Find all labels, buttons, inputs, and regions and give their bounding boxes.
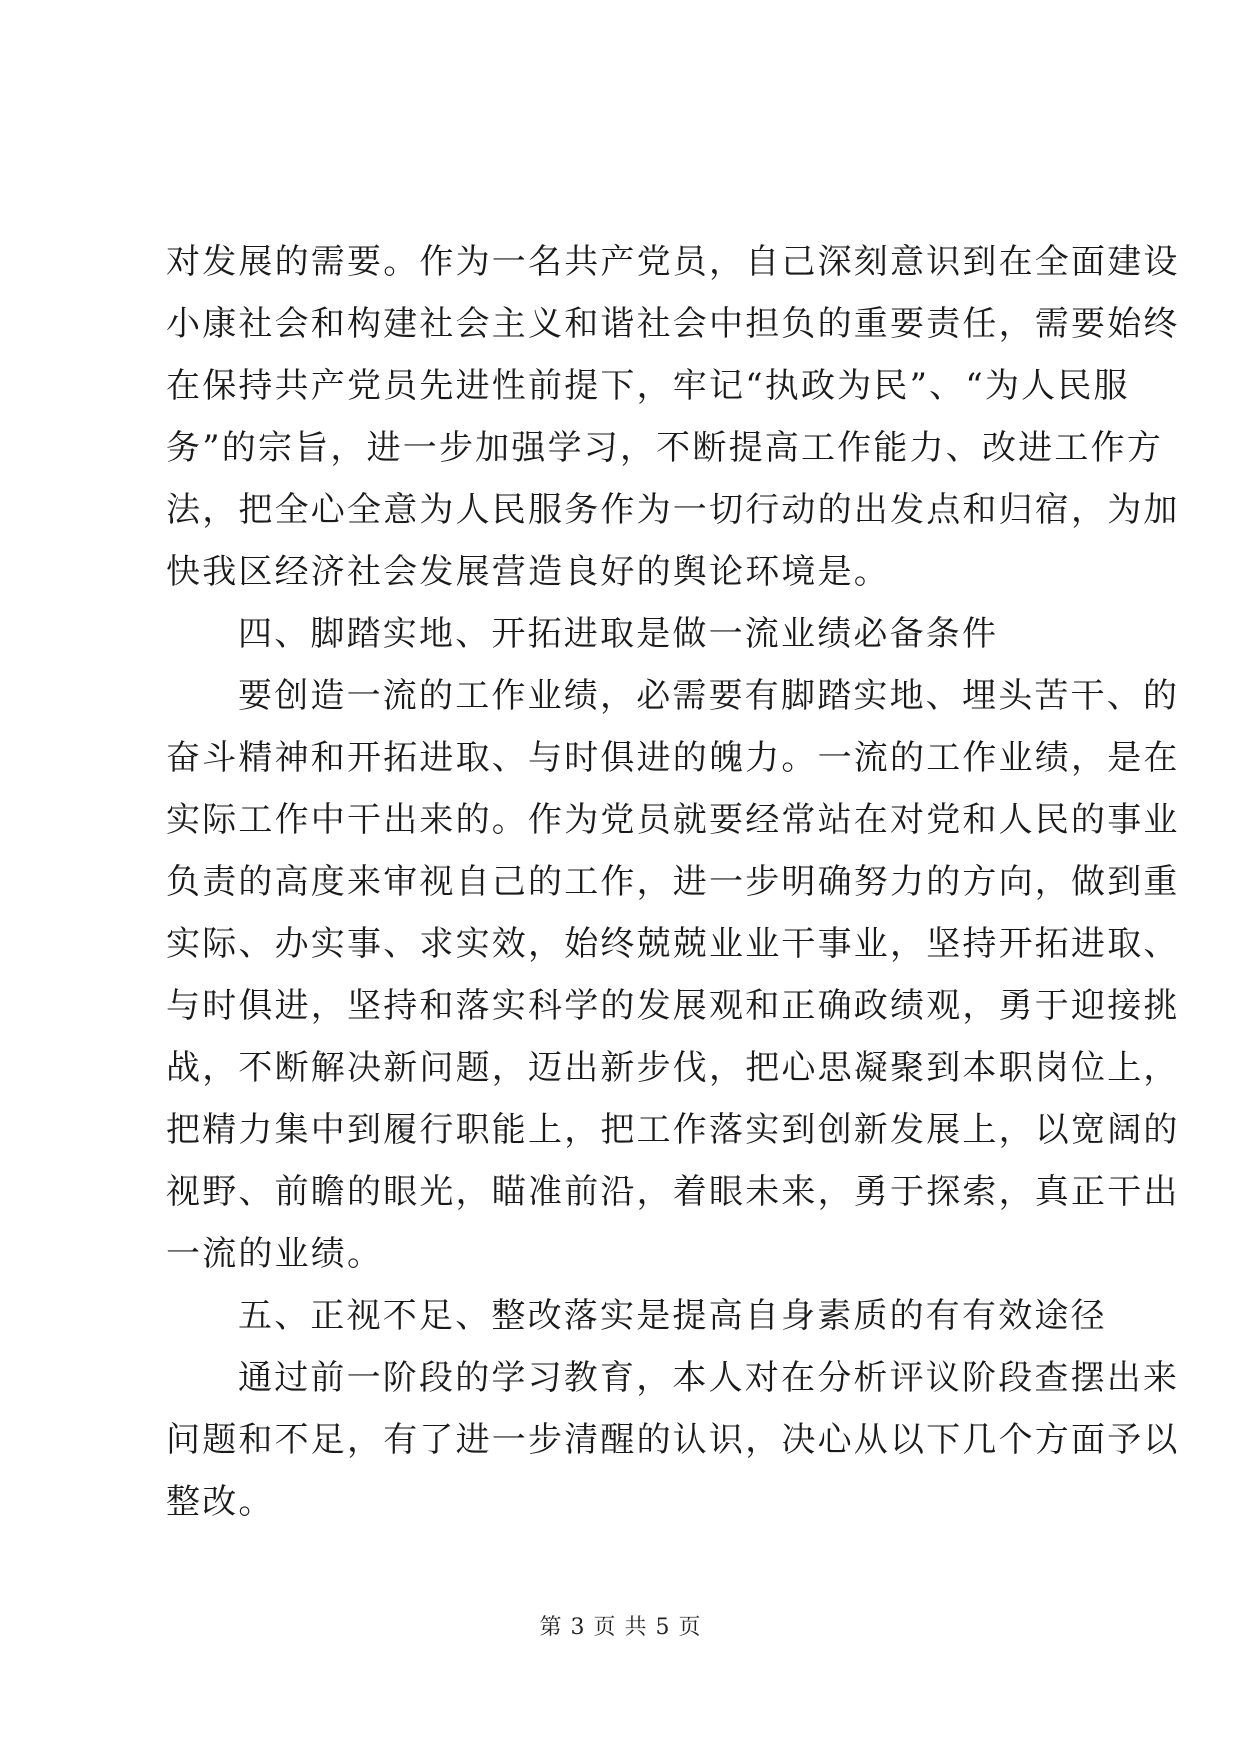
text-line: 对发展的需要。作为一名共产党员，自己深刻意识到在全面建设 (166, 242, 1180, 282)
section-heading: 四、脚踏实地、开拓进取是做一流业绩必备条件 (238, 614, 999, 654)
text-line: 与时俱进，坚持和落实科学的发展观和正确政绩观，勇于迎接挑 (166, 986, 1180, 1026)
text-line: 奋斗精神和开拓进取、与时俱进的魄力。一流的工作业绩，是在 (166, 738, 1180, 778)
text-line: 务”的宗旨，进一步加强学习，不断提高工作能力、改进工作方 (166, 428, 1163, 468)
text-line: 实际、办实事、求实效，始终兢兢业业干事业，坚持开拓进取、 (166, 924, 1180, 964)
text-line: 问题和不足，有了进一步清醒的认识，决心从以下几个方面予以 (166, 1420, 1180, 1460)
text-line: 战，不断解决新问题，迈出新步伐，把心思凝聚到本职岗位上， (166, 1048, 1180, 1088)
page-footer: 第 3 页 共 5 页 (539, 1615, 702, 1640)
text-line: 实际工作中干出来的。作为党员就要经常站在对党和人民的事业 (166, 800, 1180, 840)
text-line: 把精力集中到履行职能上，把工作落实到创新发展上，以宽阔的 (166, 1110, 1180, 1150)
text-line: 视野、前瞻的眼光，瞄准前沿，着眼未来，勇于探索，真正干出 (166, 1172, 1180, 1212)
text-line: 整改。 (166, 1482, 275, 1522)
text-line: 一流的业绩。 (166, 1234, 384, 1274)
document-body (166, 231, 1180, 1533)
text-line: 要创造一流的工作业绩，必需要有脚踏实地、埋头苦干、的 (238, 676, 1180, 716)
section-heading: 五、正视不足、整改落实是提高自身素质的有有效途径 (238, 1296, 1107, 1336)
text-line: 负责的高度来审视自己的工作，进一步明确努力的方向，做到重 (166, 862, 1180, 902)
text-line: 通过前一阶段的学习教育，本人对在分析评议阶段查摆出来 (238, 1358, 1180, 1398)
text-line: 快我区经济社会发展营造良好的舆论环境是。 (166, 552, 890, 592)
text-line: 在保持共产党员先进性前提下，牢记“执政为民”、“为人民服 (166, 366, 1130, 406)
text-line: 小康社会和构建社会主义和谐社会中担负的重要责任，需要始终 (166, 304, 1180, 344)
text-line: 法，把全心全意为人民服务作为一切行动的出发点和归宿，为加 (166, 490, 1180, 530)
